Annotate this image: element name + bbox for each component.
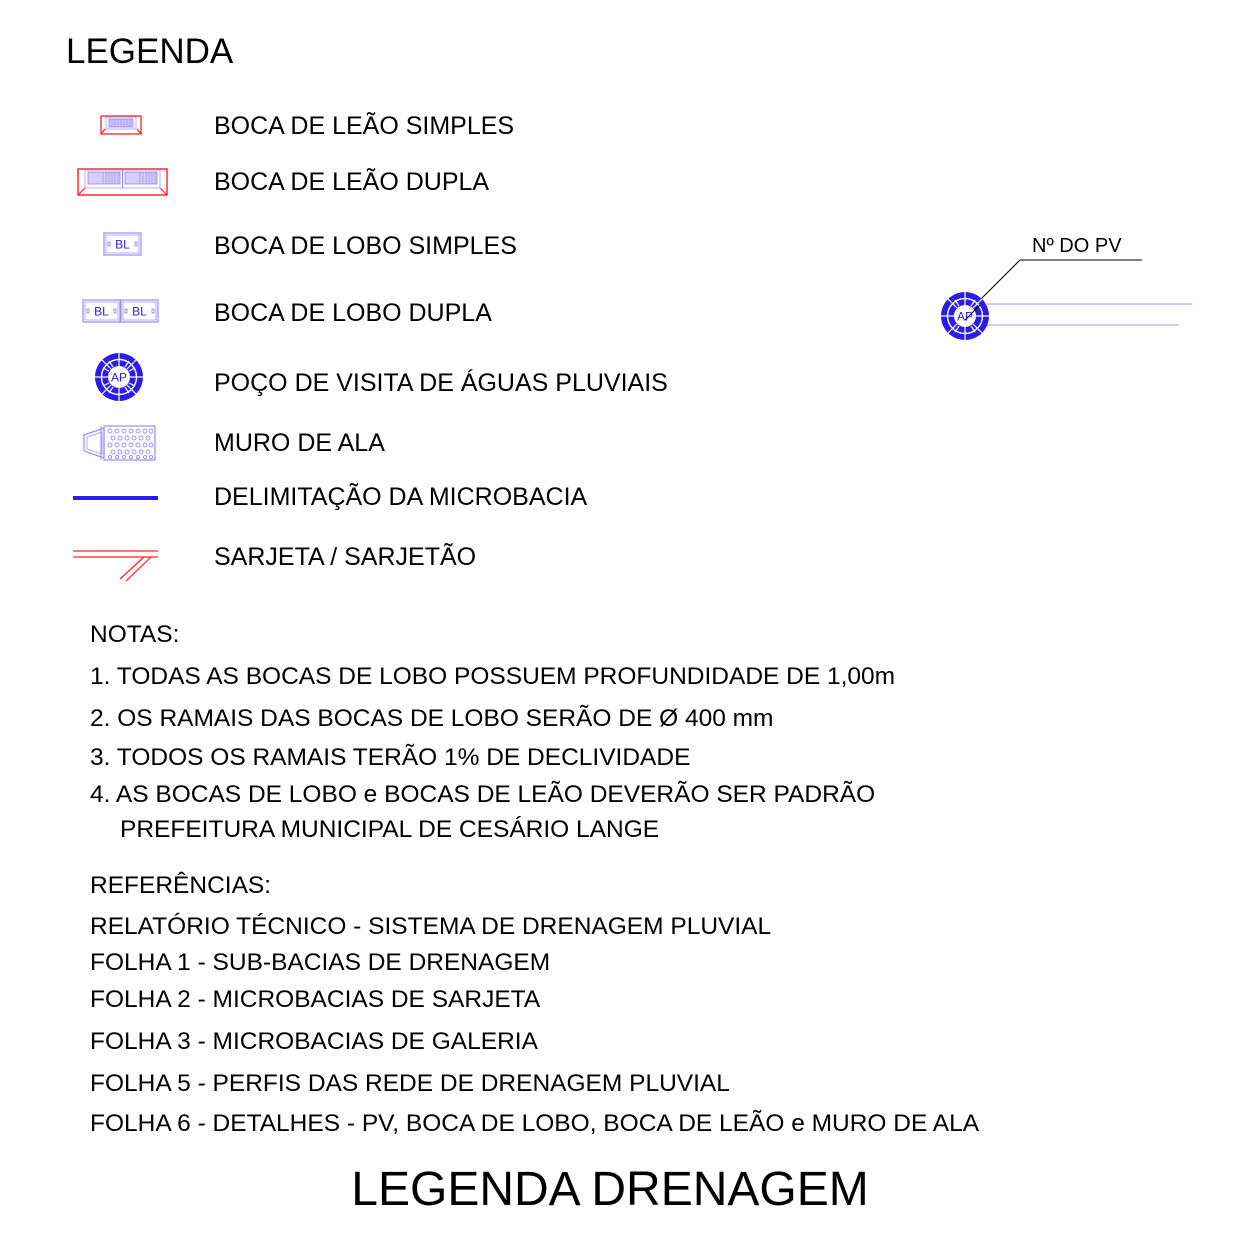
note-item: 4. AS BOCAS DE LOBO e BOCAS DE LEÃO DEVERÃO SER PADRÃO (90, 781, 876, 808)
boca-de-leao-dupla-icon (77, 168, 169, 198)
svg-text:BL: BL (115, 237, 130, 252)
pv-number-label: Nº DO PV (1032, 235, 1122, 257)
boca-de-lobo-dupla-icon (82, 299, 162, 325)
legend-label-boca-de-leao-dupla: BOCA DE LEÃO DUPLA (214, 168, 490, 196)
legend-label-boca-de-lobo-simples: BOCA DE LOBO SIMPLES (214, 232, 517, 260)
legend-label-sarjeta: SARJETA / SARJETÃO (214, 543, 477, 571)
boca-de-leao-simples-icon (100, 115, 144, 137)
reference-item: FOLHA 1 - SUB-BACIAS DE DRENAGEM (90, 949, 551, 976)
legend-label-boca-de-lobo-dupla: BOCA DE LOBO DUPLA (214, 299, 492, 327)
legend-label-boca-de-leao-simples: BOCA DE LEÃO SIMPLES (214, 112, 515, 140)
reference-item: FOLHA 5 - PERFIS DAS REDE DE DRENAGEM PLUVIAL (90, 1070, 730, 1097)
note-item: 3. TODOS OS RAMAIS TERÃO 1% DE DECLIVIDADE (90, 744, 691, 771)
boca-de-lobo-simples-icon (103, 232, 143, 257)
reference-item: FOLHA 2 - MICROBACIAS DE SARJETA (90, 986, 541, 1013)
microbacia-line-icon (72, 493, 160, 503)
sarjeta-icon (72, 548, 162, 584)
pv-callout-drawing (935, 255, 1195, 345)
reference-item: FOLHA 3 - MICROBACIAS DE GALERIA (90, 1028, 538, 1055)
muro-de-ala-icon (83, 423, 157, 463)
pv-callout-poco-icon (941, 292, 989, 340)
legend-title: LEGENDA (66, 32, 234, 71)
note-item: 1. TODAS AS BOCAS DE LOBO POSSUEM PROFUNDIDADE DE 1,00m (90, 663, 896, 690)
legend-label-muro-de-ala: MURO DE ALA (214, 429, 385, 457)
svg-text:AP: AP (956, 309, 974, 324)
svg-text:BL: BL (94, 304, 109, 319)
reference-item: FOLHA 6 - DETALHES - PV, BOCA DE LOBO, BOCA DE LEÃO e MURO DE ALA (90, 1110, 980, 1137)
svg-text:AP: AP (110, 370, 128, 385)
note-item: 2. OS RAMAIS DAS BOCAS DE LOBO SERÃO DE Ø 400 mm (90, 705, 774, 732)
reference-item: RELATÓRIO TÉCNICO - SISTEMA DE DRENAGEM PLUVIAL (90, 913, 772, 940)
legend-label-poco-de-visita: POÇO DE VISITA DE ÁGUAS PLUVIAIS (214, 369, 668, 397)
poco-de-visita-icon (94, 352, 144, 402)
notes-heading: NOTAS: (90, 621, 180, 648)
note-item-continuation: PREFEITURA MUNICIPAL DE CESÁRIO LANGE (120, 816, 660, 843)
svg-text:BL: BL (132, 304, 147, 319)
drawing-title: LEGENDA DRENAGEM (351, 1163, 869, 1216)
references-heading: REFERÊNCIAS: (90, 872, 272, 899)
legend-label-microbacia: DELIMITAÇÃO DA MICROBACIA (214, 483, 588, 511)
